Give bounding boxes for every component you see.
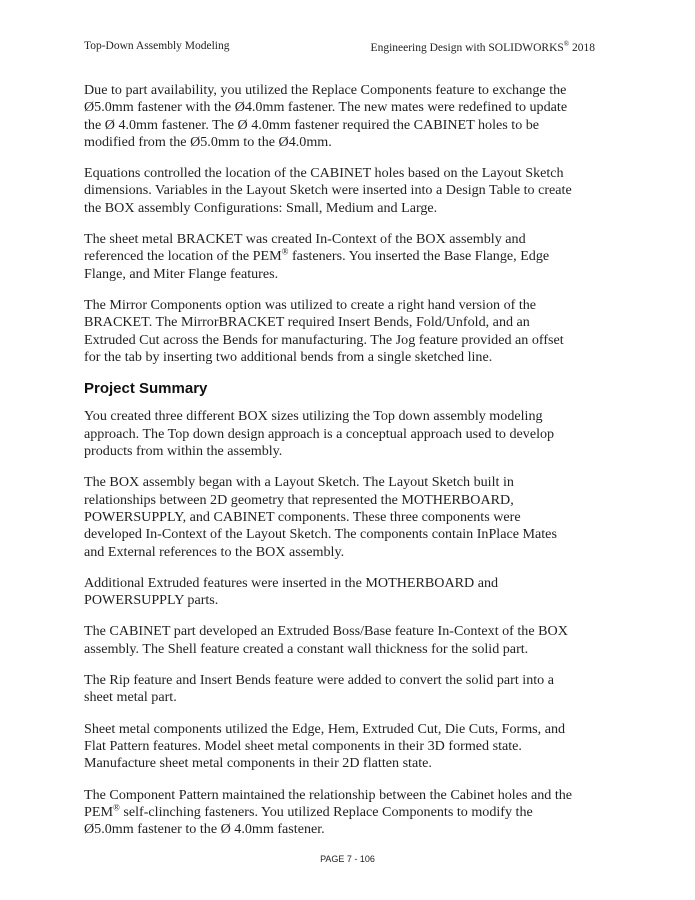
paragraph-bracket: The sheet metal BRACKET was created In-Context of the BOX assembly and referenced the location of the PEM® fasteners. You inserted the Base Flange, Edge Flange, and Miter Flange features.: [84, 231, 550, 282]
page-number: PAGE 7 - 106: [320, 854, 375, 864]
paragraph-summary-6: Sheet metal components utilized the Edge, Hem, Extruded Cut, Die Cuts, Forms, and Flat Pattern features. Model sheet metal components in their 3D formed state. Manufacture sheet metal components in their 2D flatten state.: [84, 720, 566, 772]
paragraph-replace-components: Due to part availability, you utilized the Replace Components feature to exchange the Ø5.0mm fastener with the Ø4.0mm fastener. The new mates were redefined to update the Ø 4.0mm fastener. The Ø 4.0mm fastener required the CABINET holes to be modified from the Ø5.0mm to the Ø4.0mm.: [84, 82, 568, 150]
paragraph-summary-2: The BOX assembly began with a Layout Sketch. The Layout Sketch built in relationships between 2D geometry that represented the MOTHERBOARD, POWERSUPPLY, and CABINET components. These three components were developed In-Context of the Layout Sketch. The components contain InPlace Mates and External references to the BOX assembly.: [84, 474, 557, 560]
header-left: Top-Down Assembly Modeling: [84, 40, 230, 52]
paragraph-mirror-components: The Mirror Components option was utilized to create a right hand version of the BRACKET. The MirrorBRACKET required Insert Bends, Fold/Unfold, and an Extruded Cut across the Bends for manufacturing. The Jog feature provided an offset for the tab by inserting two additional bends from a single sketched line.: [84, 296, 564, 365]
paragraph-equations: Equations controlled the location of the CABINET holes based on the Layout Sketch dimensions. Variables in the Layout Sketch were inserted into a Design Table to create the BOX assembly Configurations: Small, Medium and Large.: [84, 165, 572, 216]
running-header: [84, 40, 595, 54]
section-title: Project Summary: [84, 380, 208, 398]
paragraph-summary-5: The Rip feature and Insert Bends feature were added to convert the solid part into a sheet metal part.: [84, 672, 555, 706]
paragraph-summary-4: The CABINET part developed an Extruded Boss/Base feature In-Context of the BOX assembly. The Shell feature created a constant wall thickness for the solid part.: [84, 623, 568, 657]
paragraph-summary-3: Additional Extruded features were inserted in the MOTHERBOARD and POWERSUPPLY parts.: [84, 574, 499, 609]
header-right: Engineering Design with SOLIDWORKS® 2018: [370, 40, 595, 54]
paragraph-summary-1: You created three different BOX sizes utilizing the Top down assembly modeling approach. The Top down design approach is a conceptual approach used to develop products from within the assembly.: [84, 408, 555, 460]
body-text: [84, 82, 580, 852]
paragraph-summary-7: The Component Pattern maintained the relationship between the Cabinet holes and the PEM® self-clinching fasteners. You utilized Replace Components to modify the Ø5.0mm fastener to the Ø 4.0mm fastener.: [84, 786, 573, 838]
